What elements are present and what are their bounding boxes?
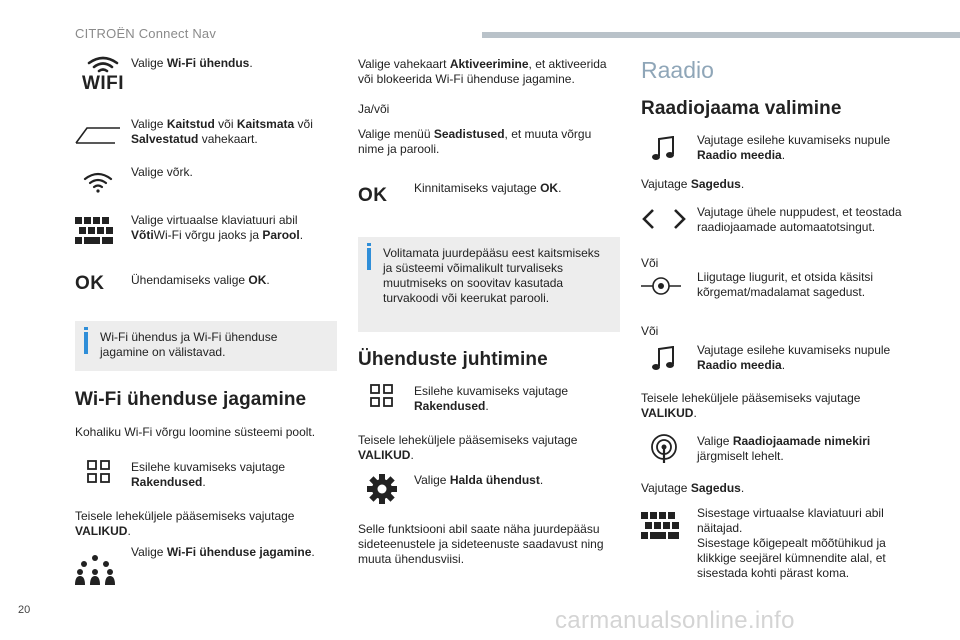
step-settings: Valige menüü Seadistused, et muuta võrgu nime ja parooli.	[358, 127, 592, 156]
apps-icon-wrap-2	[358, 384, 414, 408]
or-text-2: Või	[641, 324, 659, 338]
wifi-signal-icon-wrap	[75, 165, 131, 193]
ok-icon: OK	[75, 273, 105, 294]
ok-icon: OK	[358, 185, 388, 206]
or-text-1: Või	[641, 256, 659, 270]
step-radio-media-2: Vajutage esilehe kuvamiseks nupule Raadio meedia.	[641, 343, 903, 373]
keyboard-icon	[75, 217, 115, 245]
step-ok-connect: OK Ühendamiseks valige OK.	[75, 273, 270, 294]
people-icon-wrap	[75, 545, 131, 585]
section-heading-connections: Ühenduste juhtimine	[358, 349, 548, 370]
apps-icon-wrap	[75, 460, 131, 484]
keyboard-icon	[641, 512, 681, 540]
music-note-icon	[651, 346, 677, 372]
wifi-sharing-intro: Kohaliku Wi-Fi võrgu loomine süsteemi poolt.	[75, 425, 316, 439]
info-note-security: Volitamata juurdepääsu eest kaitsmiseks ja süsteemi võimalikult turvaliseks muutmiseks on soovitav kasutada turvakoodi või keerukat parooli.	[358, 237, 620, 332]
step-ok-confirm: OK Kinnitamiseks vajutage OK.	[358, 181, 562, 206]
keyboard-icon-wrap-2	[641, 506, 697, 540]
music-note-icon	[651, 136, 677, 162]
chevron-pair-wrap	[641, 205, 697, 230]
step-station-list: Valige Raadiojaamade nimekiri järgmiselt lehelt.	[641, 434, 903, 464]
chevron-left-right-icon	[641, 208, 687, 230]
header-title: CITROËN Connect Nav	[75, 26, 217, 41]
step-options: Teisele leheküljele pääsemiseks vajutage VALIKUD.	[75, 509, 295, 538]
step-apps-2: Esilehe kuvamiseks vajutage Rakendused.	[358, 384, 620, 414]
connection-management-info: Selle funktsiooni abil saate näha juurdepääsu sideteenustele ja sideteenuste saadavust ning muuta ühendusviisi.	[358, 522, 604, 566]
gear-icon-wrap	[358, 473, 414, 505]
step-wifi-sharing: Valige Wi-Fi ühenduse jagamine.	[75, 545, 337, 585]
info-icon	[84, 332, 88, 354]
people-share-icon	[75, 555, 115, 585]
music-note-icon-wrap-2	[641, 343, 697, 372]
music-note-icon-wrap	[641, 133, 697, 162]
column-1	[75, 52, 337, 585]
wifi-label-icon	[75, 56, 131, 93]
wifi-icon-text: WIFI	[81, 73, 125, 94]
step-frequency: Vajutage Sagedus.	[641, 177, 745, 191]
step-auto-search: Vajutage ühele nuppudest, et teostada raadiojaamade automaatotsingut.	[641, 205, 903, 235]
ok-icon-wrap	[75, 273, 131, 295]
wifi-signal-icon	[83, 171, 113, 193]
page-number: 20	[18, 604, 31, 616]
and-or-text: Ja/või	[358, 102, 390, 116]
chapter-title-radio: Raadio	[641, 57, 714, 83]
gear-icon	[366, 473, 398, 505]
step-enter-frequency: Sisestage virtuaalse klaviatuuri abil näitajad. Sisestage kõigepealt mõõtühikud ja klikkige seejärel kümnendite alal, et sisestada kohti pärast koma.	[641, 506, 903, 581]
section-heading-station-select: Raadiojaama valimine	[641, 98, 842, 119]
section-heading-wifi-sharing: Wi-Fi ühenduse jagamine	[75, 389, 307, 410]
step-options-3: Teisele leheküljele pääsemiseks vajutage VALIKUD.	[641, 391, 861, 420]
column-2	[358, 52, 620, 567]
wifi-icon	[86, 56, 120, 74]
ok-icon-wrap-2	[358, 181, 414, 207]
slider-icon	[641, 274, 681, 298]
step-manage-connection: Valige Halda ühendust.	[358, 473, 620, 505]
step-slider: Liigutage liugurit, et otsida käsitsi kõrgemat/madalamat sagedust.	[641, 270, 903, 300]
apps-icon	[370, 384, 394, 408]
step-wifi-connection: WIFI Valige Wi-Fi ühendus.	[75, 56, 337, 93]
header-bar	[482, 32, 960, 38]
apps-icon	[87, 460, 111, 484]
step-apps: Esilehe kuvamiseks vajutage Rakendused.	[75, 460, 337, 490]
info-note-exclusive: Wi-Fi ühendus ja Wi-Fi ühenduse jagamine on välistavad.	[75, 321, 337, 371]
radio-signal-icon-wrap	[641, 434, 697, 464]
step-select-network: Valige võrk.	[75, 165, 337, 193]
step-frequency-2: Vajutage Sagedus.	[641, 481, 745, 495]
info-icon	[367, 248, 371, 270]
tab-outline-icon	[75, 125, 121, 145]
step-options-2: Teisele leheküljele pääsemiseks vajutage VALIKUD.	[358, 433, 578, 462]
watermark: carmanualsonline.info	[555, 607, 795, 634]
radio-signal-icon	[649, 434, 679, 464]
slider-icon-wrap	[641, 270, 697, 298]
step-radio-media: Vajutage esilehe kuvamiseks nupule Raadio meedia.	[641, 133, 903, 163]
step-select-tab: Valige Kaitstud või Kaitsmata või Salvestatud vahekaart.	[75, 117, 337, 147]
keyboard-icon-wrap	[75, 213, 131, 245]
tab-shape-icon	[75, 117, 131, 145]
column-3	[641, 52, 903, 581]
step-activation: Valige vahekaart Aktiveerimine, et aktiveerida või blokeerida Wi-Fi ühenduse jagamine.	[358, 57, 607, 86]
step-enter-key: Valige virtuaalse klaviatuuri abil VõtiWi-Fi võrgu jaoks ja Parool.	[75, 213, 337, 245]
